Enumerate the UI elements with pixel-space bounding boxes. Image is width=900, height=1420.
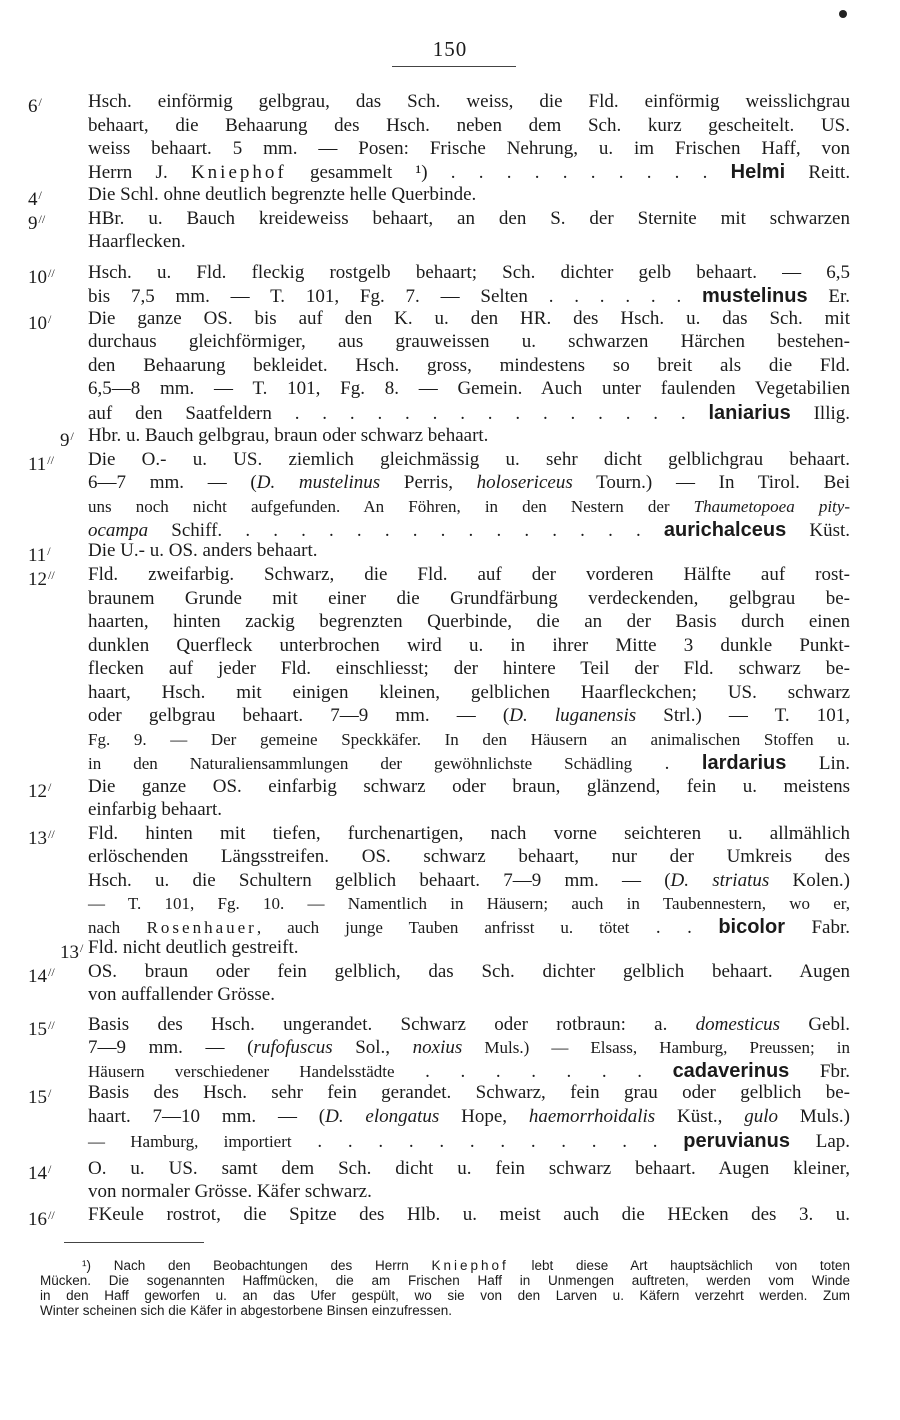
key-number: 9// [28, 212, 46, 234]
text-line: Die ganze OS. bis auf den K. u. den HR. des Hsch. u. das Sch. mit [88, 308, 850, 329]
text-line: — Hamburg, importiert . . . . . . . . . . . . peruvianus Lap. [88, 1130, 851, 1152]
text-line: den Behaarung bekleidet. Hsch. gross, mindestens so breit als die Fld. [88, 355, 850, 376]
text-line: haart. 7—10 mm. — (D. elongatus Hope, haemorrhoidalis Küst., gulo Muls.) [88, 1106, 851, 1127]
text-line: Basis des Hsch. ungerandet. Schwarz oder rotbraun: a. domesticus Gebl. [88, 1014, 850, 1035]
text-line: uns noch nicht aufgefunden. An Föhren, in den Nestern der Thaumetopoea pity- [88, 497, 850, 516]
text-line: — T. 101, Fg. 10. — Namentlich in Häusern; auch in Taubennestern, wo er, [88, 894, 850, 913]
key-number: 10// [28, 266, 55, 288]
key-number: 15// [28, 1018, 55, 1040]
species-name: cadaverinus [672, 1060, 790, 1082]
species-name: aurichalceus [663, 519, 787, 541]
species-name: laniarius [708, 402, 791, 424]
key-number: 12// [28, 568, 55, 590]
text-line: oder gelbgrau behaart. 7—9 mm. — (D. luganensis Strl.) — T. 101, [88, 705, 850, 726]
text-line: haarten, hinten zackig begrenzten Querbinde, die an der Basis durch einen [88, 611, 850, 632]
key-number: 12/ [28, 780, 52, 802]
text-line: 7—9 mm. — (rufofuscus Sol., noxius Muls.) — Elsass, Hamburg, Preussen; in [88, 1037, 850, 1058]
text-line: Fld. hinten mit tiefen, furchenartigen, nach vorne seichteren u. allmählich [88, 823, 850, 844]
text-line: behaart, die Behaarung des Hsch. neben dem Sch. kurz gescheitelt. US. [88, 115, 850, 136]
text-line: Fg. 9. — Der gemeine Speckkäfer. In den Häusern an animalischen Stoffen u. [88, 730, 850, 749]
key-number: 14/ [28, 1162, 52, 1184]
key-number: 14// [28, 965, 55, 987]
key-number: 9/ [60, 429, 74, 451]
text-line: erlöschenden Längsstreifen. OS. schwarz behaart, nur der Umkreis des [88, 846, 850, 867]
key-number: 13/ [60, 941, 84, 963]
text-line: in den Naturaliensammlungen der gewöhnlichste Schädling . lardarius Lin. [88, 752, 851, 774]
text-line: von normaler Grösse. Käfer schwarz. [88, 1181, 372, 1202]
text-line: OS. braun oder fein gelblich, das Sch. dichter gelblich behaart. Augen [88, 961, 850, 982]
text-line: Hbr. u. Bauch gelbgrau, braun oder schwarz behaart. [88, 425, 489, 446]
key-number: 15/ [28, 1086, 52, 1108]
text-line: einfarbig behaart. [88, 799, 222, 820]
species-name: Helmi [730, 161, 786, 183]
key-number: 16// [28, 1208, 55, 1230]
key-number: 11// [28, 453, 54, 475]
text-line: ocampa Schiff. . . . . . . . . . . . . . . . aurichalceus Küst. [88, 519, 851, 541]
text-line: durchaus gleichförmiger, aus grauweissen u. schwarzen Härchen bestehen- [88, 331, 850, 352]
key-number: 13// [28, 827, 55, 849]
species-name: bicolor [718, 916, 785, 938]
text-line: weiss behaart. 5 mm. — Posen: Frische Nehrung, u. im Frischen Haff, von [88, 138, 850, 159]
key-number: 11/ [28, 544, 51, 566]
text-line: haart, Hsch. mit einigen kleinen, gelblichen Haarfleckchen; US. schwarz [88, 682, 850, 703]
text-line: nach Rosenhauer, auch junge Tauben anfrisst u. tötet . . bicolor Fabr. [88, 916, 850, 938]
key-number: 4/ [28, 188, 42, 210]
text-line: Die ganze OS. einfarbig schwarz oder braun, glänzend, fein u. meistens [88, 776, 850, 797]
text-line: Die O.- u. US. ziemlich gleichmässig u. sehr dicht gelblichgrau behaart. [88, 449, 850, 470]
text-line: O. u. US. samt dem Sch. dicht u. fein schwarz behaart. Augen kleiner, [88, 1158, 850, 1179]
text-line: Die Schl. ohne deutlich begrenzte helle Querbinde. [88, 184, 477, 205]
text-line: Basis des Hsch. sehr fein gerandet. Schwarz, fein grau oder gelblich be- [88, 1082, 850, 1103]
key-number: 6/ [28, 95, 42, 117]
text-line: Hsch. einförmig gelbgrau, das Sch. weiss, die Fld. einförmig weisslichgrau [88, 91, 850, 112]
text-line: von auffallender Grösse. [88, 984, 275, 1005]
text-line: Häusern verschiedener Handelsstädte . . . . . . . cadaverinus Fbr. [88, 1060, 850, 1082]
text-line: Fld. nicht deutlich gestreift. [88, 937, 299, 958]
page-number: 150 [432, 37, 468, 61]
text-line: HBr. u. Bauch kreideweiss behaart, an den S. der Sternite mit schwarzen [88, 208, 850, 229]
text-line: auf den Saatfeldern . . . . . . . . . . . . . . . laniarius Illig. [88, 402, 851, 424]
ink-dot [839, 10, 847, 18]
footnote-line: Mücken. Die sogenannten Haffmücken, die am Frischen Haff in Unmengen auftreten, werden vom Winde [40, 1273, 850, 1288]
footnote-line: in den Haff geworfen u. an das Ufer gespült, wo sie von den Larven u. Käfern verzehrt werden. Zum [40, 1288, 850, 1303]
text-line: Die U.- u. OS. anders behaart. [88, 540, 318, 561]
species-name: mustelinus [702, 285, 808, 307]
text-line: braunem Grunde mit einer die Grundfärbung verdeckenden, gelbgrau be- [88, 588, 850, 609]
page-number-rule [392, 66, 516, 67]
text-line: Hsch. u. Fld. fleckig rostgelb behaart; Sch. dichter gelb behaart. — 6,5 [88, 262, 850, 283]
species-name: lardarius [701, 752, 787, 774]
text-line: Haarflecken. [88, 231, 186, 252]
text-line: Fld. zweifarbig. Schwarz, die Fld. auf der vorderen Hälfte auf rost- [88, 564, 850, 585]
footnote-line: Winter scheinen sich die Käfer in abgestorbene Binsen einzufressen. [40, 1303, 452, 1318]
key-number: 10/ [28, 312, 52, 334]
species-name: peruvianus [683, 1130, 790, 1152]
text-line: Herrn J. Kniephof gesammelt ¹) . . . . . . . . . . Helmi Reitt. [88, 161, 851, 183]
text-line: 6,5—8 mm. — T. 101, Fg. 8. — Gemein. Auch unter faulenden Vegetabilien [88, 378, 850, 399]
text-line: dunklen Querfleck unterbrochen wird u. in ihrer Mitte 3 dunkle Punkt- [88, 635, 850, 656]
text-line: FKeule rostrot, die Spitze des Hlb. u. meist auch die HEcken des 3. u. [88, 1204, 850, 1225]
text-line: bis 7,5 mm. — T. 101, Fg. 7. — Selten . . . . . . mustelinus Er. [88, 285, 851, 307]
text-line: Hsch. u. die Schultern gelblich behaart. 7—9 mm. — (D. striatus Kolen.) [88, 870, 850, 891]
footnote-line: ¹) Nach den Beobachtungen des Herrn Kniephof lebt diese Art hauptsächlich von toten [82, 1258, 850, 1273]
footnote-rule [64, 1242, 204, 1243]
text-line: flecken auf jeder Fld. einschliesst; der hintere Teil der Fld. schwarz be- [88, 658, 850, 679]
text-line: 6—7 mm. — (D. mustelinus Perris, holosericeus Tourn.) — In Tirol. Bei [88, 472, 850, 493]
